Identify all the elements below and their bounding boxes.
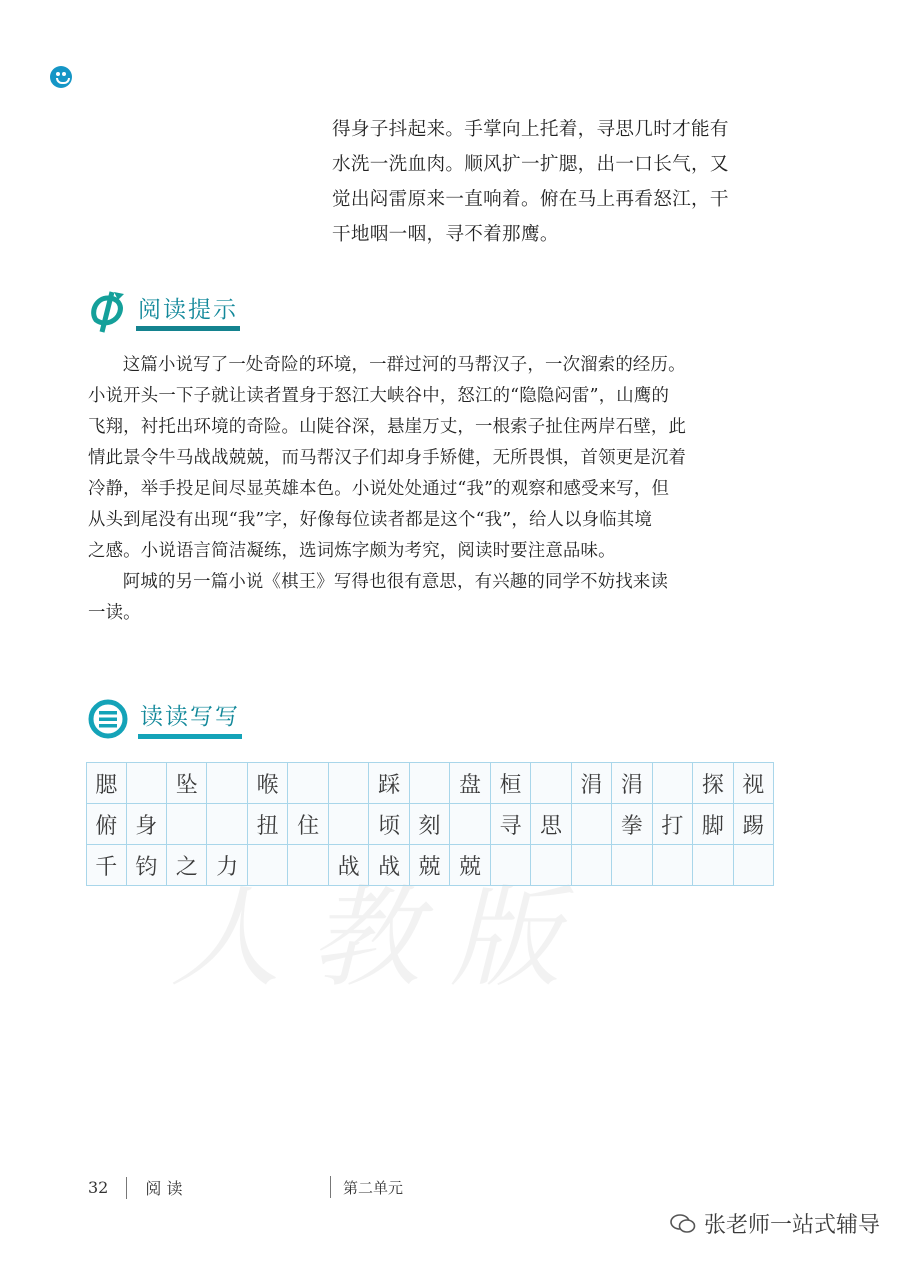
vocab-cell: 涓 [572,763,612,803]
tips-line: 从头到尾没有出现“我”字，好像每位读者都是这个“我”，给人以身临其境 [88,510,653,530]
footer-divider [330,1176,331,1198]
vocab-cell: 身 [127,804,167,844]
reading-tips-icon [88,290,128,334]
vocab-cell [410,763,450,803]
vocab-cell [167,804,207,844]
footer-divider [126,1177,127,1199]
vocab-cell [450,804,490,844]
vocab-row [86,762,774,804]
vocab-cell: 腮 [86,763,127,803]
story-line: 得身子抖起来。手掌向上托着，寻思几时才能有 [332,119,729,140]
tips-line: 这篇小说写了一处奇险的环境，一群过河的马帮汉子，一次溜索的经历。 [122,355,686,375]
vocab-cell: 住 [288,804,328,844]
vocab-cell [127,763,167,803]
story-excerpt [332,112,782,252]
vocab-cell: 扭 [248,804,288,844]
vocab-cell [248,845,288,885]
vocab-cell: 拳 [612,804,652,844]
page-footer [88,1176,182,1199]
vocab-cell [207,804,247,844]
vocab-cell: 探 [693,763,733,803]
vocab-cell [531,763,571,803]
vocab-cell [572,845,612,885]
reading-tips-underline [136,326,240,331]
story-line: 干地咽一咽，寻不着那鹰。 [332,224,559,245]
vocab-cell: 之 [167,845,207,885]
tips-line: 阿城的另一篇小说《棋王》写得也很有意思，有兴趣的同学不妨找来读 [122,572,669,592]
vocab-cell: 钧 [127,845,167,885]
smiley-icon [50,66,72,88]
vocab-cell: 坠 [167,763,207,803]
vocab-cell: 战 [369,845,409,885]
vocab-cell [329,763,369,803]
tips-line: 小说开头一下子就让读者置身于怒江大峡谷中，怒江的“隐隐闷雷”，山鹰的 [88,386,670,406]
vocab-cell [653,763,693,803]
reading-tips-body [88,350,778,629]
vocab-cell: 涓 [612,763,652,803]
vocab-cell: 寻 [491,804,531,844]
tips-paragraph [88,567,778,629]
reading-tips-title: 阅读提示 [138,297,238,323]
vocab-cell [572,804,612,844]
vocab-cell [207,763,247,803]
vocab-cell [531,845,571,885]
vocab-cell [693,845,733,885]
tips-paragraph [88,350,778,567]
vocab-cell [288,763,328,803]
vocab-cell: 思 [531,804,571,844]
vocab-cell: 兢 [410,845,450,885]
story-line: 觉出闷雷原来一直响着。俯在马上再看怒江，干 [332,189,729,210]
vocab-cell: 顷 [369,804,409,844]
vocab-cell [734,845,774,885]
vocab-cell: 喉 [248,763,288,803]
vocab-cell [612,845,652,885]
vocab-grid [86,762,774,884]
vocab-cell: 盘 [450,763,490,803]
tips-line: 一读。 [88,603,141,623]
vocab-row [86,804,774,845]
vocab-cell: 俯 [86,804,127,844]
vocab-cell: 踩 [369,763,409,803]
vocab-cell: 脚 [693,804,733,844]
vocab-cell: 视 [734,763,774,803]
footer-unit-block [330,1176,403,1198]
source-label-text: 张老师一站式辅导 [704,1213,881,1238]
vocab-cell [329,804,369,844]
chat-bubbles-icon [670,1213,696,1235]
vocab-row [86,845,774,886]
tips-line: 情此景令牛马战战兢兢，而马帮汉子们却身手矫健，无所畏惧，首领更是沉着 [88,448,687,468]
page-number: 32 [88,1178,109,1197]
footer-section: 阅 读 [145,1179,183,1198]
vocab-cell: 战 [329,845,369,885]
footer-unit: 第二单元 [343,1178,404,1197]
read-write-underline [138,734,242,739]
vocab-cell [288,845,328,885]
tips-line: 冷静，举手投足间尽显英雄本色。小说处处通过“我”的观察和感受来写，但 [88,479,670,499]
story-line: 水洗一洗血肉。顺风扩一扩腮，出一口长气，又 [332,154,729,175]
vocab-cell: 兢 [450,845,490,885]
source-label [670,1208,880,1239]
tips-line: 飞翔，衬托出环境的奇险。山陡谷深，悬崖万丈，一根索子扯住两岸石壁，此 [88,417,687,437]
publisher-watermark: 人教版 [170,874,590,1002]
vocab-cell: 打 [653,804,693,844]
vocab-cell [491,845,531,885]
list-icon [88,699,128,739]
tips-line: 之感。小说语言简洁凝练，选词炼字颇为考究，阅读时要注意品味。 [88,541,616,561]
vocab-cell: 踢 [734,804,774,844]
vocab-cell: 桓 [491,763,531,803]
vocab-cell: 力 [207,845,247,885]
vocab-cell: 刻 [410,804,450,844]
vocab-cell [653,845,693,885]
read-write-title: 读读写写 [140,704,240,730]
read-write-header [88,698,240,739]
vocab-cell: 千 [86,845,127,885]
